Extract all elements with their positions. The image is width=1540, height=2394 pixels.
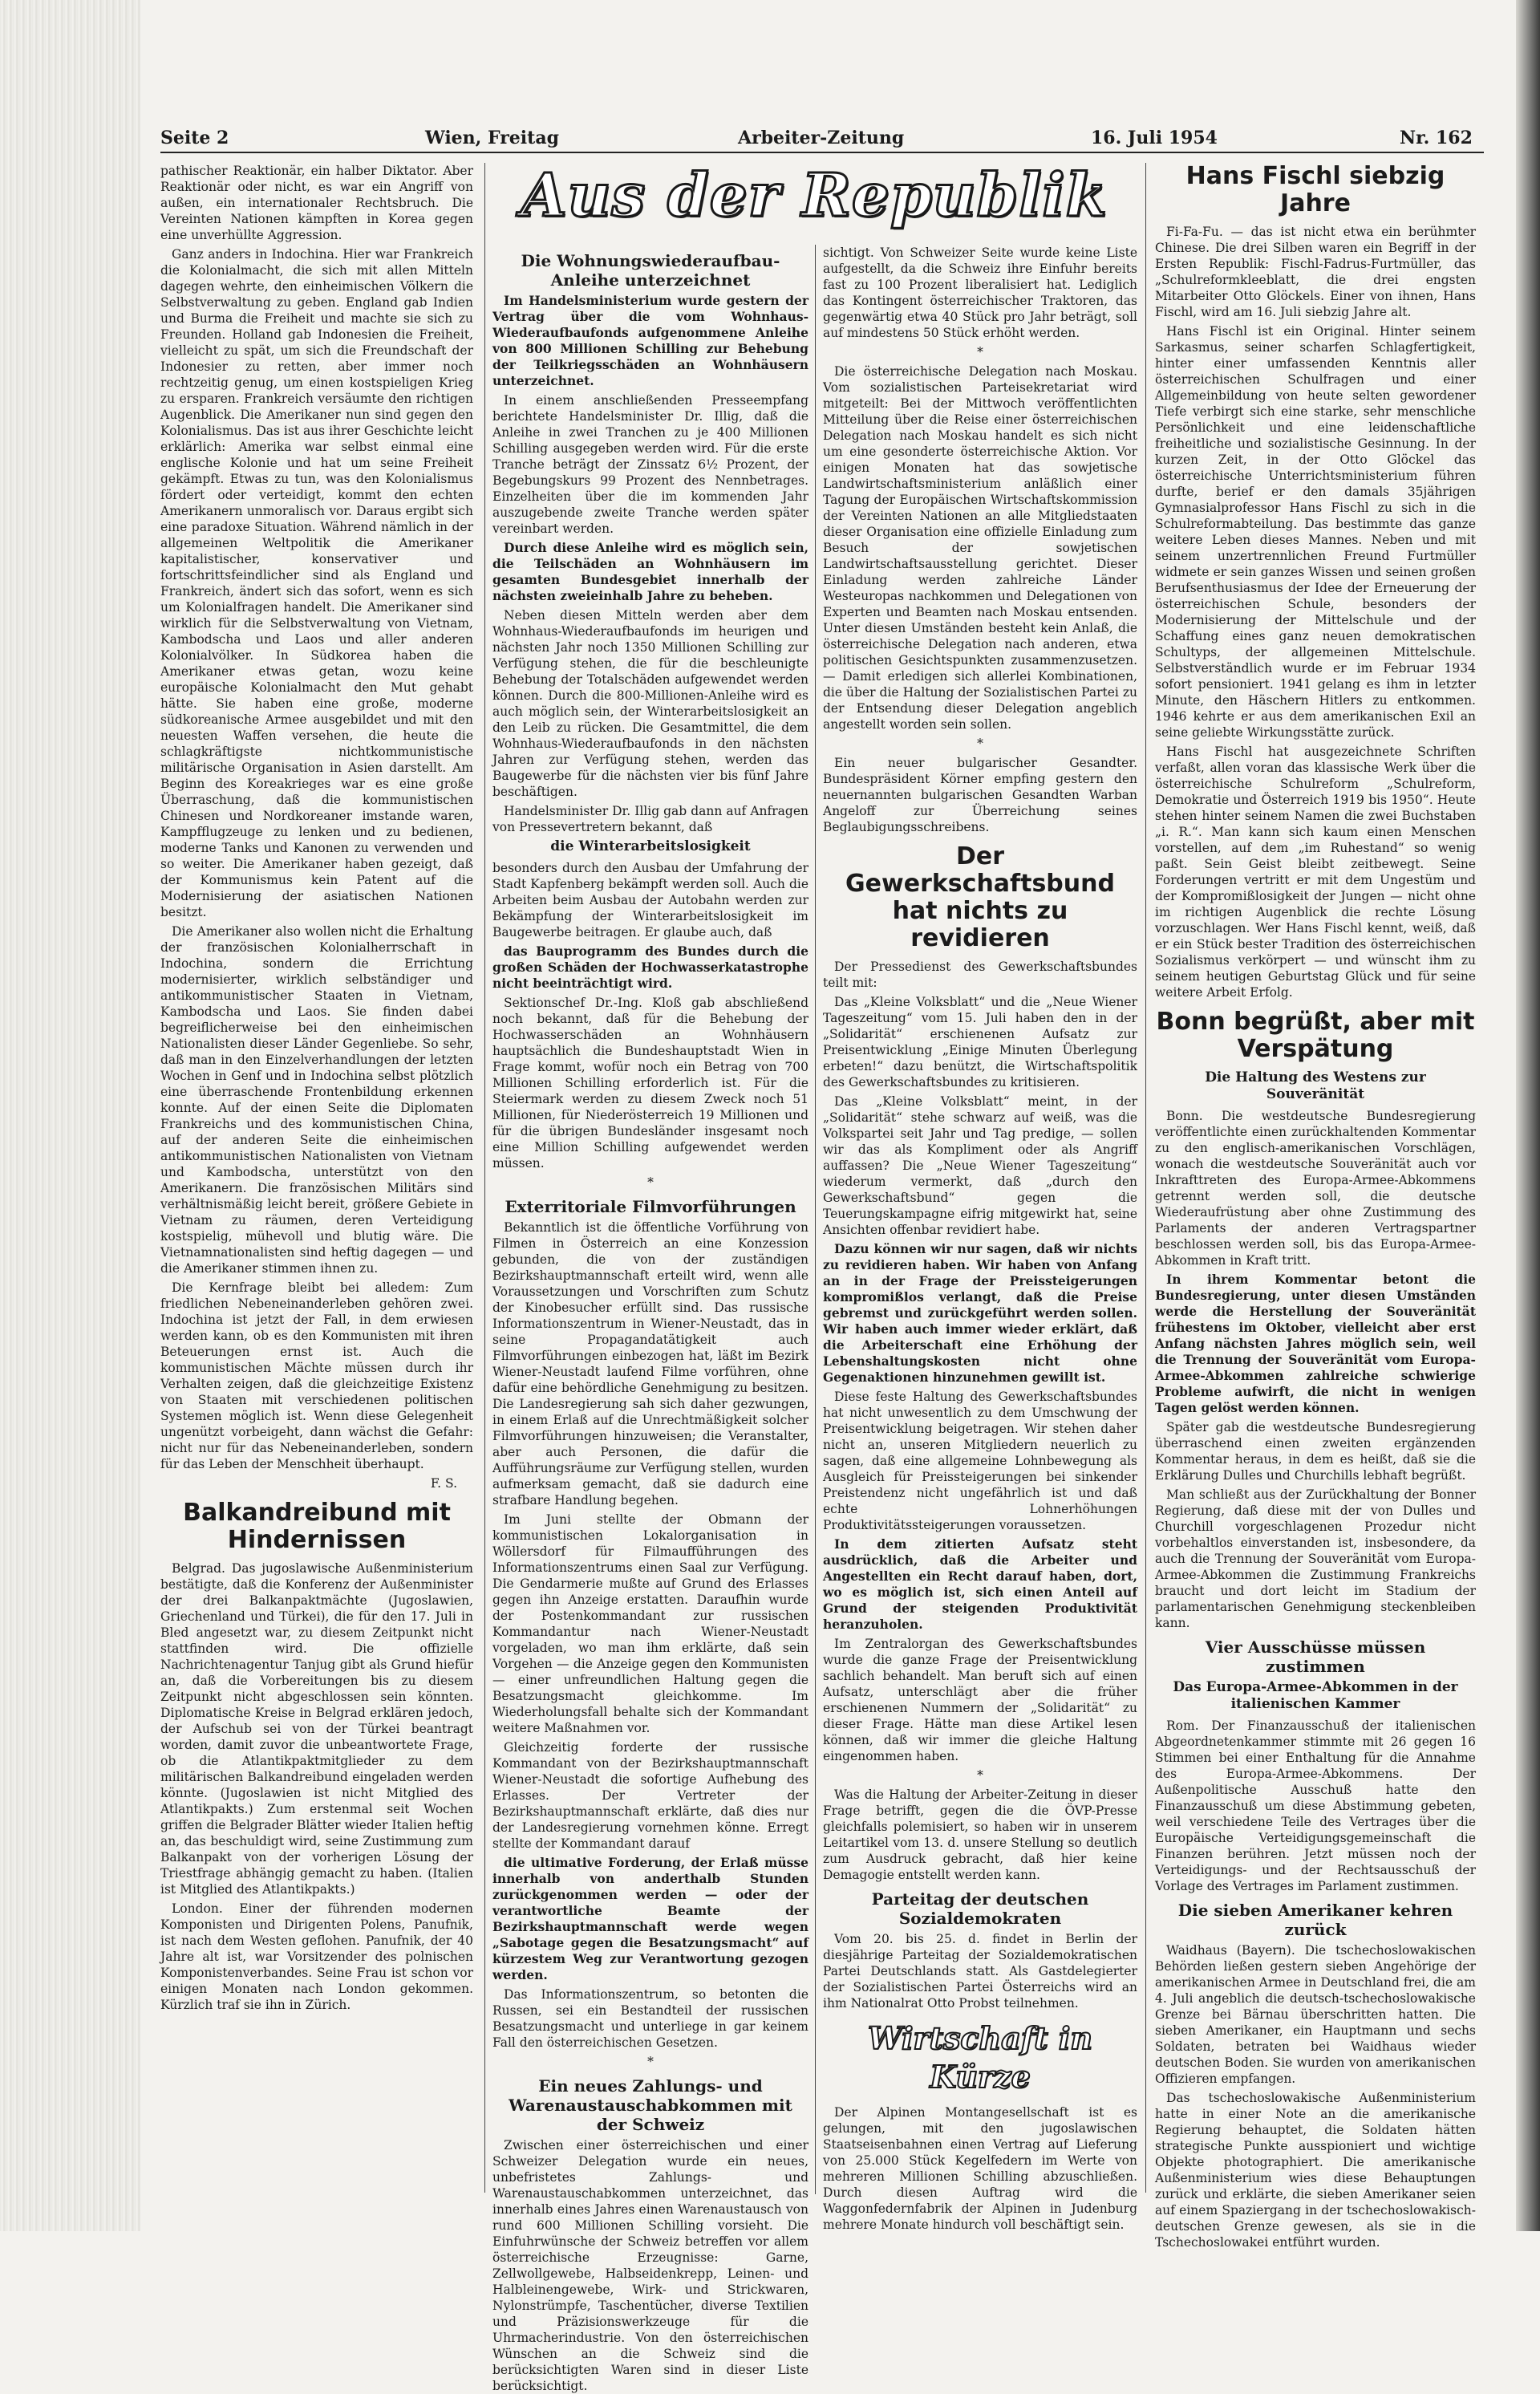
separator-star: * [977,345,983,359]
gewerkschaft-para-8: Was die Haltung der Arbeiter-Zeitung in dieser Frage betrifft, gegen die die ÖVP-Presse gleichfalls polemisiert, so haben wir in unserem Leitartikel vom 13. d. unsere Stellung so deutlich zum Ausdruck gebracht, daß hier keine Demagogie entstellt werden kann. [823,1787,1137,1882]
col1-para-1: pathischer Reaktionär, ein halber Diktator. Aber Reaktionär oder nicht, es war ein Angriff von außen, ein internationaler Rechtsbruch. Die Vereinten Nationen kämpften in Korea gegen eine unverhüllte Aggression. [160,164,473,242]
fischl-headline: Hans Fischl siebzig Jahre [1185,162,1445,217]
bonn-para-1: Bonn. Die westdeutsche Bundesregierung veröffentlichte einen zurückhaltenden Kommentar zu den englisch-amerikanischen Vorschlägen, wonach die westdeutsche Souveränität auch vor Inkrafttreten des Europa-Armee-Abkommens getrennt werden soll, die deutsche Wiederaufrüstung aber ohne Zustimmung des Parlaments der anderen Vertragspartner beschlossen werden soll, bis das Europa-Armee-Abkommen in Kraft tritt. [1155,1109,1476,1268]
separator-star: * [977,736,983,751]
gewerkschaft-para-2: Das „Kleine Volksblatt“ und die „Neue Wiener Tageszeitung“ vom 15. Juli haben den in der „Solidarität“ erschienenen Aufsatz zur Preisentwicklung „Einige Minuten Überlegung erbeten!“ dazu benützt, die Wirtschaftspolitik des Gewerkschaftsbundes zu kritisieren. [823,995,1137,1089]
col3-para-3: Ein neuer bulgarischer Gesandter. Bundespräsident Körner empfing gestern den neuernannten bulgarischen Gesandten Warban Angeloff zur Überreichung seines Beglaubigungsschreibens. [823,756,1137,834]
anleihe-headline: Die Wohnungswiederaufbau-Anleihe unterzeichnet [521,251,780,290]
schweiz-headline: Ein neues Zahlungs- und Warenaustauschabkommen mit der Schweiz [509,2076,792,2134]
wirtschaft-para-1: Der Alpinen Montangesellschaft ist es gelungen, mit den jugoslawischen Staatseisenbahnen einen Vertrag auf Lieferung von 25.000 Stück Kegelfedern im Werte von mehreren Millionen Schilling abzuschließen. Durch diesen Auftrag wird die Waggonfedernfabrik der Alpinen in Judenburg mehrere Monate hindurch voll beschäftigt sein. [823,2105,1137,2232]
issue-number: Nr. 162 [1400,128,1473,148]
gewerkschaft-para-5: Diese feste Haltung des Gewerkschaftsbundes hat nicht unwesentlich zu dem Umschwung der Preisentwicklung beigetragen. Wir stehen daher nicht an, unseren Mitgliedern neuerlich zu sagen, daß eine allgemeine Lohnbewegung als Ausgleich für Preissteigerungen bei sinkender Preistendenz nicht ungefährlich ist und daß echte Lohnerhöhungen Produktivitätssteigerungen voraussetzen. [823,1390,1137,1532]
column-2 [492,245,808,2393]
section-banner [489,158,1139,238]
balkan-para-1: Belgrad. Das jugoslawische Außenministerium bestätigte, daß die Konferenz der Außenminister der drei Balkanpaktmächte (Jugoslawien, Griechenland und Türkei), die für den 17. Juli in Bled angesetzt war, zu diesem Zeitpunkt nicht stattfinden wird. Die offizielle Nachrichtenagentur Tanjug gibt als Grund hiefür an, daß die Vorbereitungen bis zu diesem Zeitpunkt nicht abgeschlossen sein könnten. Diplomatische Kreise in Belgrad erklären jedoch, der Aufschub sei von der Türkei beantragt worden, damit zuvor die unbeantwortete Frage, ob die Atlantikpaktmitglieder zu dem militärischen Balkandreibund eingeladen werden könnte. (Jugoslawien ist nicht Mitglied des Atlantikpakts.) Zum erstenmal seit Wochen griffen die Belgrader Blätter wieder Italien heftig an, das beschuldigt wird, seine Zustimmung zum Balkanpakt von der vorherigen Lösung der Triestfrage abhängig gemacht zu haben. (Italien ist Mitglied des Atlantikpakts.) [160,1561,473,1897]
ausschuesse-headline: Vier Ausschüsse müssen zustimmen [1205,1637,1426,1676]
separator-star: * [977,1768,983,1783]
wirtschaft-banner: Wirtschaft in Kürze [868,2020,1092,2095]
fischl-para-1: Fi-Fa-Fu. — das ist nicht etwa ein berühmter Chinese. Die drei Silben waren ein Begriff in der Ersten Republik: Fischl-Fadrus-Furtmüller, das „Schulreformkleeblatt, die drei engsten Mitarbeiter Otto Glöckels. Einer von ihnen, Hans Fischl, wird am 16. Juli siebzig Jahre alt. [1155,225,1476,319]
anleihe-para-2: In einem anschließenden Presseempfang berichtete Handelsminister Dr. Illig, daß die Anleihe in zwei Tranchen zu je 400 Millionen Schilling ausgegeben werden wird. Für die erste Tranche beträgt der Zinssatz 6½ Prozent, der Begebungskurs 99 Prozent des Nennbetrages. Einzelheiten über die im kommenden Jahr auszugebende zweite Tranche werden später vereinbart werden. [492,393,808,536]
col1-para-3: Die Amerikaner also wollen nicht die Erhaltung der französischen Kolonialherrschaft in Indochina, sondern die Errichtung modernisierter, wirklich selbständiger und antikommunistischer Staaten in Vietnam, Kambodscha und Laos. Sie finden dabei begreiflicherweise bei den einheimischen Nationalisten dieser Länder Gegenliebe. So sehr, daß man in den Einzelverhandlungen der letzten Wochen in Genf und in Indochina selbst plötzlich eine überraschende Frontenbildung erkennen konnte. Auf der einen Seite die Diplomaten Frankreichs und des kommunistischen China, auf der anderen Seite die einheimischen antikommunistischen Nationalisten von Vietnam und Kambodscha, unterstützt von den Amerikanern. Die französischen Militärs sind verhältnismäßig leicht bereit, größere Gebiete in Vietnam zu räumen, deren Verteidigung kostspielig, mühevoll und blutig wäre. Die Vietnamnationalisten sind heftig dagegen — und die Amerikaner stimmen ihnen zu. [160,924,473,1276]
col1-para-4: Die Kernfrage bleibt bei alledem: Zum friedlichen Nebeneinanderleben gehören zwei. Indochina ist jetzt der Fall, in dem erwiesen werden kann, ob es den Kommunisten mit ihren Beteuerungen ernst ist. Auch die kommunistischen Mächte müssen durch ihr Verhalten zeigen, daß die gleichzeitige Existenz von Staaten mit verschiedenen politischen Systemen möglich ist. Wenn diese Gelegenheit ungenützt vorbeigeht, dann wächst die Gefahr: nicht nur für das Nebeneinanderleben, sondern für das Leben der Menschheit überhaupt. [160,1280,473,1471]
bonn-headline: Bonn begrüßt, aber mit Verspätung [1156,1008,1475,1063]
anleihe-para-3: Durch diese Anleihe wird es möglich sein, die Teilschäden an Wohnhäusern im gesamten Bundesgebiet innerhalb der nächsten zweieinhalb Jahre zu beheben. [492,540,808,603]
gewerkschaft-para-1: Der Pressedienst des Gewerkschaftsbundes teilt mit: [823,960,1137,990]
column-rule [484,163,485,2193]
issue-date: 16. Juli 1954 [1091,128,1218,148]
scan-left-margin [0,0,140,2231]
column-rule [815,245,816,2194]
amerikaner-headline: Die sieben Amerikaner kehren zurück [1177,1901,1453,1939]
col1-para-2: Ganz anders in Indochina. Hier war Frankreich die Kolonialmacht, die sich mit allen Mitteln dagegen wehrte, den einheimischen Völkern die Selbstverwaltung zu geben. England gab Indien und Burma die Freiheit und machte sie sich zu Freunden. Holland gab Indonesien die Freiheit, vielleicht zu spät, um sich die Freundschaft der Indonesier zu retten, aber immer noch rechtzeitig genug, um einen kostspieligen Krieg zu ersparen. Frankreich versäumte den richtigen Augenblick. Die Amerikaner nun sind gegen den Kolonialismus. Das ist aus ihrer Geschichte leicht erklärlich: Amerika war selbst einmal eine englische Kolonie und hat um seine Freiheit gekämpft. Etwas zu tun, was den Kolonialismus fördert oder verteidigt, kommt den echten Amerikanern unmoralisch vor. Daraus ergibt sich eine paradoxe Situation. Während nämlich in der allgemeinen Weltpolitik die Amerikaner kapitalistischer, konservativer und fortschrittsfeindlicher sind als England und Frankreich, ändert sich das sofort, wenn es sich um Kolonialfragen handelt. Die Amerikaner sind wirklich für die Selbstverwaltung von Vietnam, Kambodscha und Laos und aller anderen Kolonialvölker. In Südkorea haben die Amerikaner etwas getan, wozu keine europäische Kolonialmacht den Mut gehabt hätte. Sie haben eine große, moderne südkoreanische Armee ausgebildet und mit den neuesten Waffen versehen, die heute die schlagkräftigste nichtkommunistische militärische Organisation in Asien darstellt. Am Beginn des Koreakrieges war es eine große Überraschung, daß die kommunistischen Chinesen und Nordkoreaner imstande waren, Kampfflugzeuge zu lenken und zu bedienen, moderne Tanks und Kanonen zu verwenden und so weiter. Die Amerikaner haben gezeigt, daß der Kommunismus kein Patent auf die Modernisierung der asiatischen Nationen besitzt. [160,247,474,919]
paper-name: Arbeiter-Zeitung [738,128,905,148]
column-rule [1145,163,1146,2193]
column-1 [160,163,473,2201]
bonn-para-3: Später gab die westdeutsche Bundesregierung überraschend einen zweiten ergänzenden Kommentar heraus, in dem es heißt, daß sie die Erklärung Dulles und Churchills lebhaft begrüßt. [1155,1420,1476,1483]
column-3 [823,245,1137,2232]
ausschuesse-subhead: Das Europa-Armee-Abkommen in der italienischen Kammer [1173,1679,1458,1712]
gewerkschaft-para-3: Das „Kleine Volksblatt“ meint, in der „Solidarität“ stehe schwarz auf weiß, was die Volkspartei seit Jahr und Tag predige, — sollen wir das als Kompliment oder als Angriff auffassen? Die „Neue Wiener Tageszeitung“ wiederum vermerkt, daß „durch den Gewerkschaftsbund“ gegen die Teuerungskampagne eifrig mitgewirkt hat, seine Ansichten offenbar revidiert habe. [823,1094,1137,1237]
column-4 [1155,162,1476,2250]
page-header [160,124,1484,153]
bonn-subhead: Die Haltung des Westens zur Souveränität [1205,1069,1426,1102]
section-banner-title: Aus der Republik [521,161,1108,230]
film-para-4: die ultimative Forderung, der Erlaß müsse innerhalb von anderthalb Stunden zurückgenommen werden — oder der verantwortliche Beamte der Bezirkshauptmannschaft werde wegen „Sabotage gegen die Besatzungsmacht“ auf kürzestem Weg zur Verantwortung gezogen werden. [492,1855,808,1982]
winter-para-1: besonders durch den Ausbau der Umfahrung der Stadt Kapfenberg bekämpft werden soll. Auch die Arbeiten beim Ausbau der Autobahn werden zur Bekämpfung der Winterarbeitslosigkeit im Baugewerbe beitragen. Er glaube auch, daß [492,861,808,939]
author-signature: F. S. [430,1476,457,1491]
scan-right-edge [1516,0,1540,2231]
film-headline: Exterritoriale Filmvorführungen [505,1197,796,1216]
film-para-2: Im Juni stellte der Obmann der kommunistischen Lokalorganisation in Wöllersdorf für Filmaufführungen des Informationszentrums einen Saal zur Verfügung. Die Gendarmerie mußte auf Grund des Erlasses gegen ihn Anzeige erstatten. Daraufhin wurde der Postenkommandant zur russischen Kommandantur nach Wiener-Neustadt vorgeladen, wo man ihm erklärte, daß sein Vorgehen — die Anzeige gegen den Kommunisten — einer unfreundlichen Haltung gegen die Besatzungsmacht gleichkomme. Im Wiederholungsfall behalte sich der Kommandant weitere Maßnahmen vor. [492,1512,808,1735]
bonn-para-4: Man schließt aus der Zurückhaltung der Bonner Regierung, daß diese mit der von Dulles und Churchill vorgeschlagenen Prozedur nicht vorbehaltlos einverstanden ist, insbesondere, da auch die Trennung der Souveränität vom Europa-Armee-Abkommen die Zustimmung Frankreichs braucht und dort leicht im Stadium der parlamentarischen Genehmigung steckenbleiben kann. [1155,1487,1476,1630]
anleihe-para-4: Neben diesen Mitteln werden aber dem Wohnhaus-Wiederaufbaufonds im heurigen und nächsten Jahr noch 1350 Millionen Schilling zur Verfügung stehen, die für die beschleunigte Behebung der Totalschäden aufgewendet werden können. Durch die 800-Millionen-Anleihe wird es auch möglich sein, der Winterarbeitslosigkeit an den Leib zu rücken. Die Gesamtmittel, die dem Wohnhaus-Wiederaufbaufonds in den nächsten Jahren zur Verfügung stehen, werden das Baugewerbe für die nächsten vier bis fünf Jahre beschäftigen. [492,608,808,799]
fischl-para-3: Hans Fischl hat ausgezeichnete Schriften verfaßt, allen voran das klassische Werk über die österreichische Schulreform „Schulreform, Demokratie und Österreich 1919 bis 1950“. Heute stehen hinter seinem Namen die zwei Buchstaben „i. R.“. Man kann sich kaum einen Menschen vorstellen, auf dem „im Ruhestand“ so wenig paßt. Sein Geist bleibt zeitbewegt. Seine Forderungen vertritt er mit dem Ungestüm und der Kompromißlosigkeit der Jungen — nicht ohne im richtigen Augenblick die rechte Lösung vorzuschlagen. Wer Hans Fischl kennt, weiß, daß er ein Stück bester Tradition des österreichischen Sozialismus verkörpert — und wünscht ihm zu seinem heutigen Geburtstag Glück und für seine weitere Arbeit Erfolg. [1155,745,1476,1000]
schweiz-para-1: Zwischen einer österreichischen und einer Schweizer Delegation wurde ein neues, unbefristetes Zahlungs- und Warenaustauschabkommen unterzeichnet, das innerhalb eines Jahres einen Warenaustausch von rund 600 Millionen Schilling vorsieht. Die Einfuhrwünsche der Schweiz betreffen vor allem österreichische Erzeugnisse: Garne, Zellwollgewebe, Halbseidenkrepp, Leinen- und Halbleinengewebe, Wirk- und Strickwaren, Nylonstrümpfe, Taschentücher, diverse Textilien und Präzisionswerkzeuge für die Uhrmacherindustrie. Von den österreichischen Wünschen an die Schweiz sind die berücksichtigten Waren sind in dieser Liste berücksichtigt. [492,2138,808,2393]
winter-subhead: die Winterarbeitslosigkeit [550,838,751,854]
anleihe-para-1: Im Handelsministerium wurde gestern der Vertrag über die vom Wohnhaus-Wiederaufbaufonds aufgenommene Anleihe von 800 Millionen Schilling zur Behebung der Teilkriegsschäden an Wohnhäusern unterzeichnet. [492,293,808,388]
bonn-para-2: In ihrem Kommentar betont die Bundesregierung, unter diesen Umständen werde die Herstellung der Souveränität frühestens im Oktober, vielleicht aber erst Anfang nächsten Jahres möglich sein, weil die Trennung der Souveränität vom Europa-Armee-Abkommen zahlreiche schwierige Probleme aufwirft, die nicht in wenigen Tagen gelöst werden können. [1155,1272,1476,1415]
col3-para-1: sichtigt. Von Schweizer Seite wurde keine Liste aufgestellt, da die Schweiz ihre Einfuhr bereits fast zu 100 Prozent liberalisiert hat. Lediglich das Kontingent österreichischer Traktoren, das gegenwärtig etwa 40 Stück pro Jahr beträgt, soll auf mindestens 50 Stück erhöht werden. [823,245,1137,340]
amerikaner-para-1: Waidhaus (Bayern). Die tschechoslowakischen Behörden ließen gestern sieben Angehörige der amerikanischen Armee in Deutschland frei, die am 4. Juli angeblich die deutsch-tschechoslowakische Grenze bei Bärnau überschritten hatten. Die sieben Amerikaner, ein Hauptmann und sechs Soldaten, betraten bei Waidhaus wieder deutschen Boden. Sie wurden von amerikanischen Offizieren empfangen. [1155,1943,1476,2086]
balkan-para-2: London. Einer der führenden modernen Komponisten und Dirigenten Polens, Panufnik, ist nach dem Westen geflohen. Panufnik, der 40 Jahre alt ist, war Vorsitzender des polnischen Komponistenverbandes. Seine Frau ist schon vor einigen Monaten nach London gekommen. Kürzlich traf sie ihn in Zürich. [160,1901,473,2012]
gewerkschaft-para-6: In dem zitierten Aufsatz steht ausdrücklich, daß die Arbeiter und Angestellten ein Recht darauf haben, dort, wo es möglich ist, sich einen Anteil auf Grund der steigenden Produktivität heranzuholen. [823,1536,1137,1632]
amerikaner-para-2: Das tschechoslowakische Außenministerium hatte in einer Note an die amerikanische Regierung behauptet, die Soldaten hätten strategische Punkte ausspioniert und wichtige Objekte photographiert. Die amerikanische Außenministerium wies diese Behauptungen zurück und erklärte, die sieben Amerikaner seien auf einem Spaziergang in der tschechoslowakisch-deutschen Grenze gewesen, als sie in die Tschechoslowakei entführt wurden. [1155,2091,1476,2250]
separator-star: * [647,2055,654,2069]
winter-para-3: Sektionschef Dr.-Ing. Kloß gab abschließend noch bekannt, daß für die Behebung der Hochwasserschäden an Wohnhäusern hauptsächlich die Bundeshauptstadt Wien in Frage kommt, wofür noch ein Betrag von 700 Millionen Schilling erforderlich ist. Für die Steiermark werden zu diesem Zweck noch 51 Millionen, für Niederösterreich 19 Millionen und für die übrigen Bundesländer insgesamt noch eine Million Schilling aufgewendet werden müssen. [492,996,808,1171]
film-para-1: Bekanntlich ist die öffentliche Vorführung von Filmen in Österreich an eine Konzession gebunden, die von der zuständigen Bezirkshauptmannschaft erteilt wird, wenn alle Voraussetzungen und Vorschriften zum Schutz der Kinobesucher erfüllt sind. Das russische Informationszentrum in Wiener-Neustadt, das in seine Propagandatätigkeit auch Filmvorführungen einbezogen hat, läßt im Bezirk Wiener-Neustadt laufend Filme vorführen, ohne dafür eine behördliche Genehmigung zu besitzen. Die Landesregierung sah sich daher gezwungen, in einem Erlaß auf die Unrechtmäßigkeit solcher Filmvorführungen hinzuweisen; die Veranstalter, aber auch Personen, die dafür die Aufführungsräume zur Verfügung stellen, wurden aufmerksam gemacht, daß sie dadurch eine strafbare Handlung begehen. [492,1220,808,1507]
gewerkschaft-headline: Der Gewerkschaftsbund hat nichts zu revidieren [845,842,1115,952]
winter-para-2: das Bauprogramm des Bundes durch die großen Schäden der Hochwasserkatastrophe nicht beeinträchtigt wird. [492,943,808,991]
page-number: Seite 2 [160,128,229,148]
gewerkschaft-para-4: Dazu können wir nur sagen, daß wir nichts zu revidieren haben. Wir haben von Anfang an in der Frage der Preissteigerungen kompromißlos verlangt, daß die Preise gebremst und zurückgeführt werden sollen. Wir haben auch immer wieder erklärt, daß die Arbeiterschaft eine Erhöhung der Lebenshaltungskosten nicht ohne Gegenaktionen hinzunehmen gewillt ist. [823,1241,1137,1385]
separator-star: * [647,1175,654,1190]
film-para-5: Das Informationszentrum, so betonten die Russen, sei ein Bestandteil der russischen Besatzungsmacht und unterliege in gar keinem Fall den österreichischen Gesetzen. [492,1987,808,2050]
gewerkschaft-para-7: Im Zentralorgan des Gewerkschaftsbundes wurde die ganze Frage der Preisentwicklung sachlich behandelt. Man beruft sich auf einen Aufsatz, unterschlägt aber die früher erschienenen Nummern der „Solidarität“ zu dieser Frage. Hätte man diese Artikel lesen können, daß wir immer die gleiche Haltung eingenommen haben. [823,1637,1137,1763]
place-day: Wien, Freitag [425,128,559,148]
film-para-3: Gleichzeitig forderte der russische Kommandant von der Bezirkshauptmannschaft Wiener-Neustadt die sofortige Aufhebung des Erlasses. Der Vertreter der Bezirkshauptmannschaft erklärte, daß dies nur der Landesregierung vornehmen könne. Erregt stellte der Kommandant darauf [492,1740,808,1851]
col3-para-2: Die österreichische Delegation nach Moskau. Vom sozialistischen Parteisekretariat wird mitgeteilt: Bei der Mittwoch veröffentlichten Mitteilung über die Reise einer österreichischen Delegation nach Moskau handelt es sich nicht um eine gesonderte österreichische Aktion. Vor einigen Monaten hat das sowjetische Landwirtschaftsministerium anläßlich einer Tagung der Europäischen Wirtschaftskommission der Vereinten Nationen an alle Mitgliedstaaten dieser Organisation eine offizielle Einladung zum Besuch der sowjetischen Landwirtschaftsausstellung gerichtet. Dieser Einladung werden zahlreiche Länder Westeuropas nachkommen und Delegationen von Experten und Beamten nach Moskau entsenden. Unter diesen Umständen besteht kein Anlaß, die österreichische Delegation nach anderen, etwa politischen Gesichtspunkten zusammenzusetzen. — Damit erledigen sich allerlei Kombinationen, die über die Haltung der Sozialistischen Partei zu der Entsendung dieser Delegation angeblich angestellt worden sein sollen. [823,364,1137,732]
fischl-para-2: Hans Fischl ist ein Original. Hinter seinem Sarkasmus, seiner scharfen Schlagfertigkeit, hinter einer umfassenden Kenntnis aller österreichischen Schulfragen und einer Allgemeinbildung von heute selten gewordener Tiefe verbirgt sich eine starke, sehr menschliche Persönlichkeit und eine leidenschaftliche freiheitliche und sozialistische Gesinnung. In der kurzen Zeit, in der Otto Glöckel das österreichische Unterrichtsministerium führen durfte, berief er den damals 35jährigen Gymnasialprofessor Hans Fischl zu sich in die Schulreformabteilung. Das bestimmte das ganze weitere Leben dieses Mannes. Neben und mit seinem unzertrennlichen Freund Furtmüller widmete er sein ganzes Wissen und seinen großen Berufsenthusiasmus der Idee der Erneuerung der österreichischen Schule, besonders der Modernisierung der Mittelschule und der Schaffung eines ganz neuen demokratischen Schultyps, der allgemeinen Mittelschule. Selbstverständlich wurde er im Februar 1934 sofort pensioniert. 1941 gelang es ihm in letzter Minute, den Häschern Hitlers zu entkommen. 1946 kehrte er aus dem amerikanischen Exil an seine geliebte Wirkungsstätte zurück. [1155,324,1476,740]
newspaper-page [160,116,1484,2393]
parteitag-para-1: Vom 20. bis 25. d. findet in Berlin der diesjährige Parteitag der Sozialdemokratischen Partei Deutschlands statt. Als Gastdelegierter der Sozialistischen Partei Österreichs wird an ihm Nationalrat Otto Probst teilnehmen. [823,1932,1137,2011]
anleihe-para-5: Handelsminister Dr. Illig gab dann auf Anfragen von Pressevertretern bekannt, daß [492,804,808,834]
balkan-headline: Balkandreibund mit Hindernissen [183,1499,451,1554]
ausschuesse-para-1: Rom. Der Finanzausschuß der italienischen Abgeordnetenkammer stimmte mit 26 gegen 16 Stimmen bei einer Enthaltung für die Annahme des Europa-Armee-Abkommens. Der Außenpolitische Ausschuß hatte den Finanzausschuß um diese Abstimmung gebeten, weil verschiedene Teile des Vertrages über die Europäische Verteidigungsgemeinschaft die Finanzen berühren. Jetzt müssen noch der Verteidigungs- und der Rechtsausschuß der Vorlage des Vertrages im Parlament zustimmen. [1155,1718,1476,1893]
parteitag-headline: Parteitag der deutschen Sozialdemokraten [871,1889,1089,1928]
